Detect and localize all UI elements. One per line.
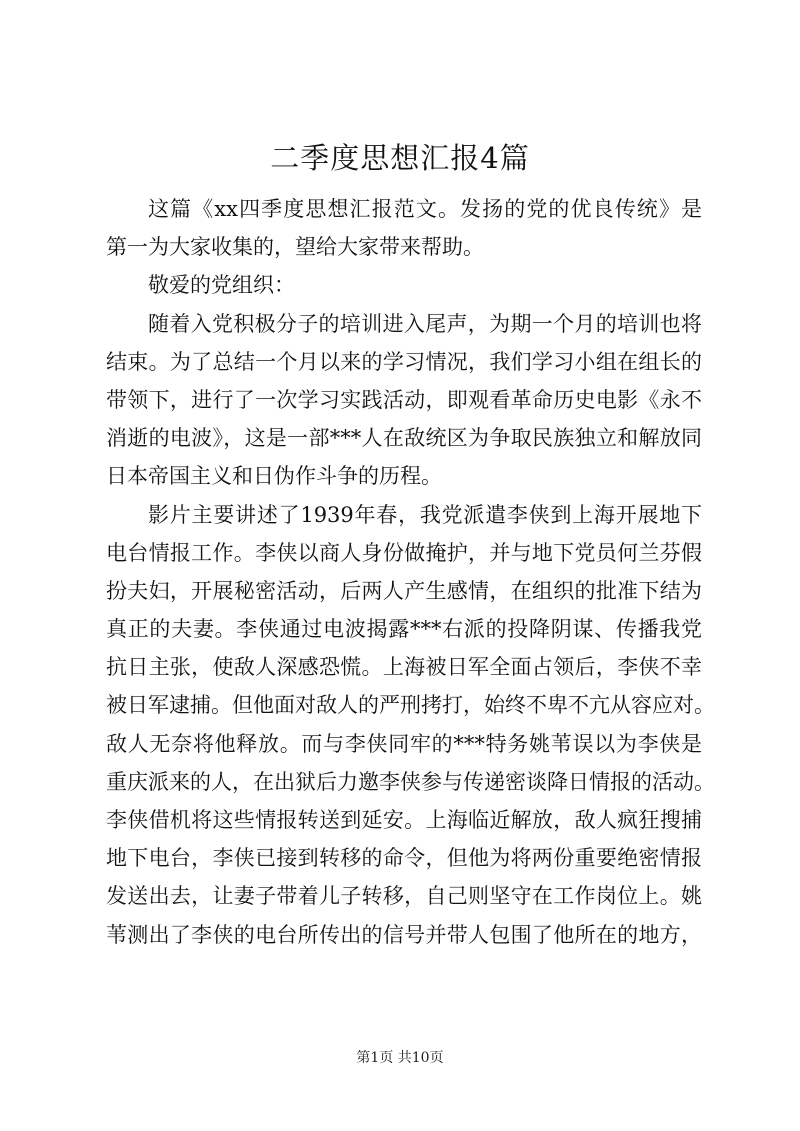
document-title: 二季度思想汇报4篇 bbox=[270, 141, 530, 175]
paragraph-line: 电台情报工作。李侠以商人身份做掩护，并与地下党员何兰芬假 bbox=[106, 540, 702, 565]
paragraph-line: 随着入党积极分子的培训进入尾声，为期一个月的培训也将 bbox=[148, 311, 702, 336]
paragraph-line: 结束。为了总结一个月以来的学习情况，我们学习小组在组长的 bbox=[106, 349, 702, 374]
paragraph-line: 抗日主张，使敌人深感恐慌。上海被日军全面占领后，李侠不幸 bbox=[106, 655, 702, 680]
salutation-line: 敬爱的党组织： bbox=[148, 273, 295, 298]
paragraph-line: 苇测出了李侠的电台所传出的信号并带人包围了他所在的地方， bbox=[106, 922, 702, 947]
page-footer: 第1页 共10页 bbox=[356, 1050, 444, 1066]
paragraph-line: 李侠借机将这些情报转送到延安。上海临近解放，敌人疯狂搜捕 bbox=[106, 808, 702, 832]
paragraph-line: 敌人无奈将他释放。而与李侠同牢的***特务姚苇误以为李侠是 bbox=[106, 731, 702, 756]
document-body bbox=[106, 190, 715, 954]
paragraph-line: 消逝的电波》，这是一部***人在敌统区为争取民族独立和解放同 bbox=[106, 426, 702, 451]
paragraph-line: 被日军逮捕。但他面对敌人的严刑拷打，始终不卑不亢从容应对。 bbox=[106, 693, 715, 718]
paragraph-line: 这篇《xx四季度思想汇报范文。发扬的党的优良传统》是 bbox=[148, 197, 702, 221]
paragraph-line: 地下电台，李侠已接到转移的命令，但他为将两份重要绝密情报 bbox=[106, 846, 702, 871]
paragraph-line: 扮夫妇，开展秘密活动，后两人产生感情，在组织的批准下结为 bbox=[106, 578, 702, 603]
paragraph-line: 真正的夫妻。李侠通过电波揭露***右派的投降阴谋、传播我党 bbox=[106, 617, 702, 642]
paragraph-line: 影片主要讲述了1939年春，我党派遣李侠到上海开展地下 bbox=[148, 502, 702, 527]
paragraph-line: 发送出去，让妻子带着儿子转移，自己则坚守在工作岗位上。姚 bbox=[106, 884, 702, 909]
paragraph-line: 带领下，进行了一次学习实践活动，即观看革命历史电影《永不 bbox=[106, 387, 702, 412]
paragraph-line: 日本帝国主义和日伪作斗争的历程。 bbox=[106, 464, 442, 489]
paragraph-line: 第一为大家收集的，望给大家带来帮助。 bbox=[106, 235, 484, 260]
paragraph-line: 重庆派来的人，在出狱后力邀李侠参与传递密谈降日情报的活动。 bbox=[106, 769, 715, 794]
